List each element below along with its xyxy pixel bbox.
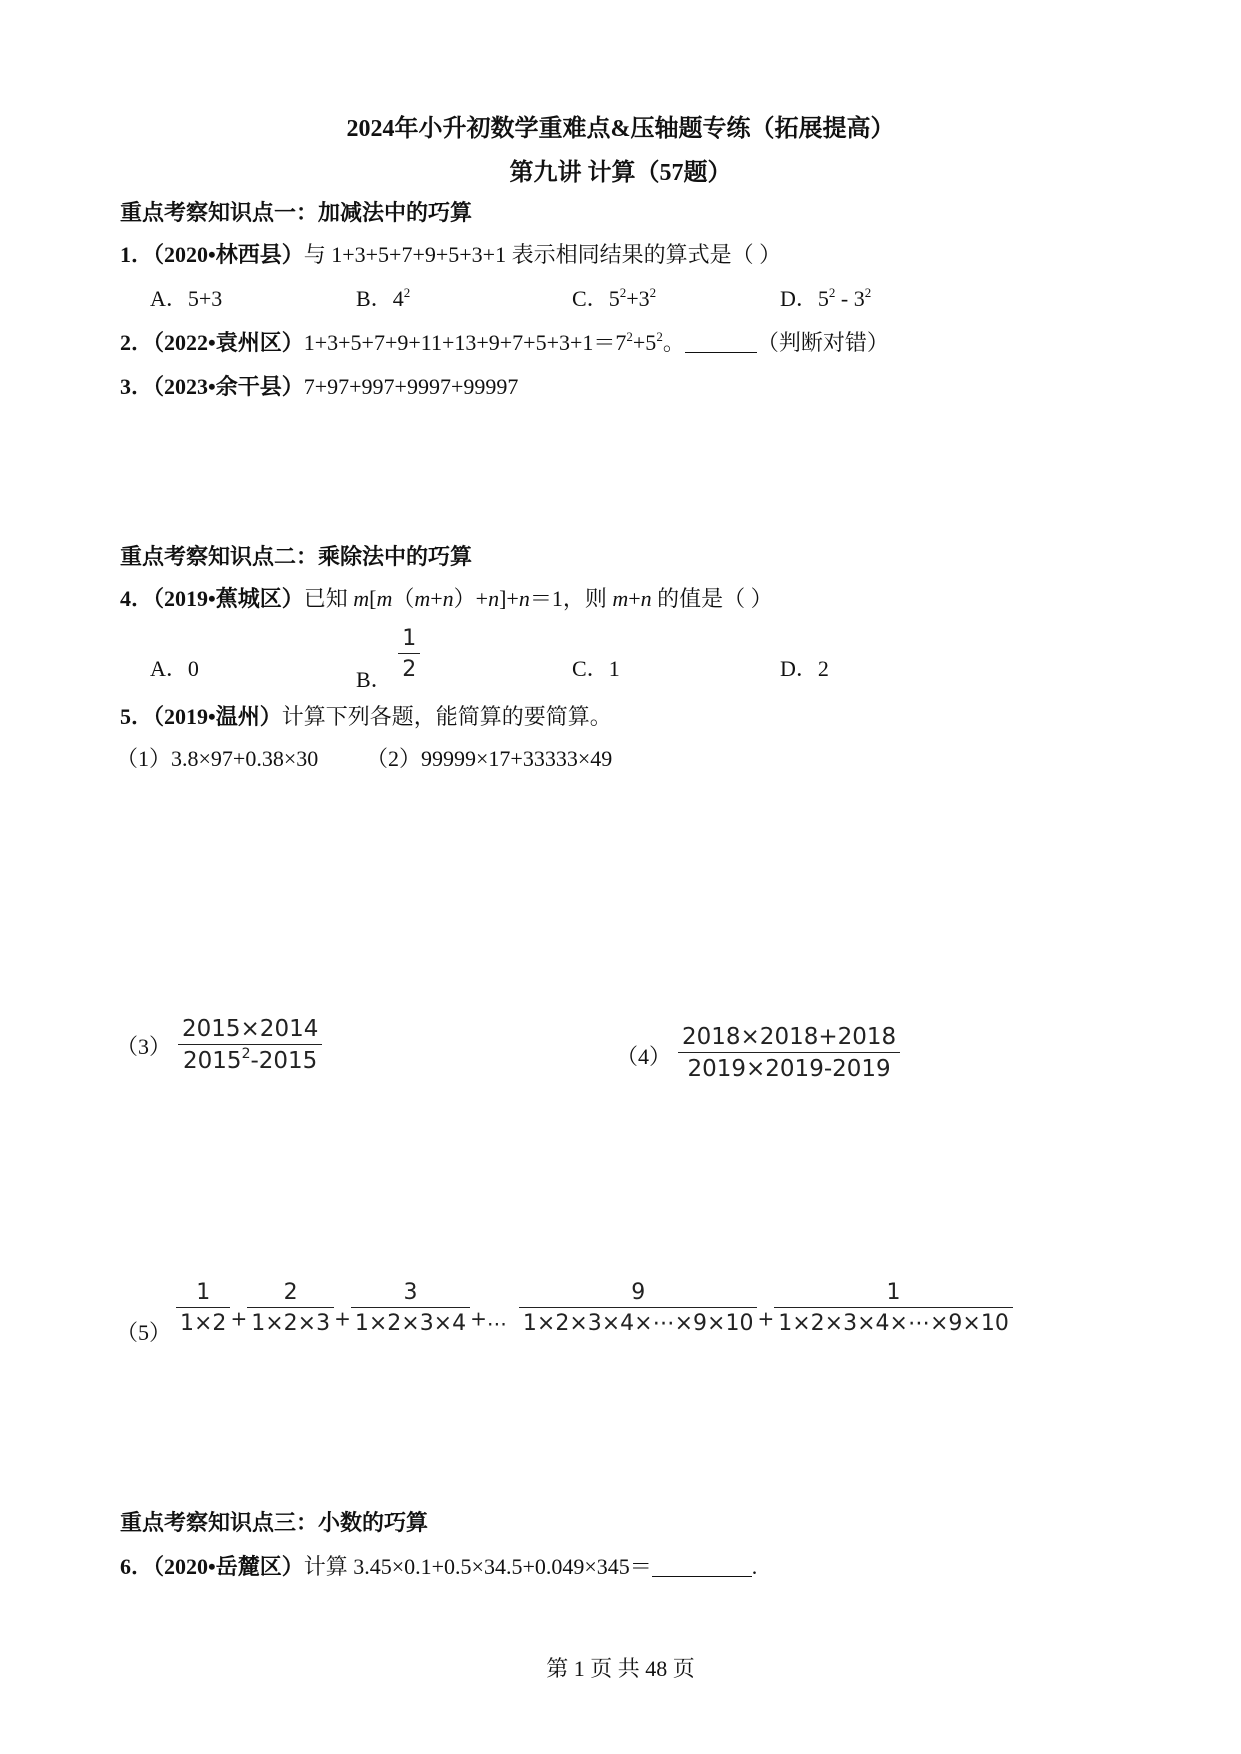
question-3: 3．（2023•余干县）7+97+997+9997+99997 [120,374,519,399]
fraction-4 [678,1024,900,1082]
sub-question-label: （3） [116,1034,172,1059]
question-source: （2022•袁州区） [153,330,304,355]
option-b: B．$4^2$ [356,285,411,311]
question-source: （2019•温州） [153,704,282,729]
answer-blank[interactable] [685,332,757,353]
series-term-3: $\frac{3}{1\times 2\times 3\times 4}$ [351,1280,470,1336]
fraction-denominator: 2015$^2$-2015 [183,1046,318,1074]
lecture-subtitle: 第九讲 计算（57题） [509,160,732,186]
document-title: 2024年小升初数学重难点&压轴题专练（拓展提高） [346,116,895,142]
answer-blank[interactable] [652,1556,752,1577]
option-d: D．2 [780,656,829,681]
question-number: 4． [120,586,154,611]
sub-question-label: （4） [616,1044,672,1069]
series-term-2: $\frac{2}{1\times 2\times 3}$ [247,1280,334,1336]
section-heading-3: 重点考察知识点三：小数的巧算 [120,1510,429,1535]
sub-question-label: （5） [116,1320,172,1345]
fraction-3 [178,1016,322,1074]
question-5: 5．（2019•温州）计算下列各题，能简算的要简算。 [120,704,612,729]
option-c: C．$5^2+3^2$ [572,285,657,311]
question-number: 2． [120,330,154,355]
series-term-last: $\frac{1}{1\times 2\times 3\times 4\times\cdots\times 9\times 10}$ [774,1280,1013,1336]
option-a: A．0 [150,656,199,681]
question-6: 6．（2020•岳麓区）计算 3.45×0.1+0.5×34.5+0.049×345＝ . [120,1554,758,1579]
option-c: C．1 [572,656,620,681]
question-number: 1． [120,242,154,267]
sub-question-3 [116,1020,171,1061]
sub-question-4 [616,1030,671,1071]
series-expression: $\frac{1}{1\times 2}$ + $\frac{2}{1\times 2\times 3}$ + $\frac{3}{1\times 2\times 3\times 4}$ +… $\frac{9}{1\times 2\times 3\times 4\times\cdots\times 9\times 10}$ + $\frac{1}{1\times 2\times 3\times 4\times\cdots\times 9\times 10}$ [176,1280,1013,1336]
question-source: （2019•蕉城区） [153,586,304,611]
question-1 [120,238,781,269]
section-heading-2: 重点考察知识点二：乘除法中的巧算 [120,544,473,569]
series-term-1: $\frac{1}{1\times 2}$ [176,1280,230,1336]
question-source: （2023•余干县） [153,374,304,399]
sub-question-5 [116,1306,171,1347]
option-d: D．$5^2 - 3^2$ [780,285,872,311]
section-heading-1: 重点考察知识点一：加减法中的巧算 [120,200,473,225]
option-b: B． $\frac{1}{2}$ [356,652,420,708]
option-a: A．5+3 [150,286,223,311]
fraction-one-half: $\frac{1}{2}$ [398,626,420,682]
question-source: （2020•岳麓区） [153,1554,304,1579]
question-text: 与 1+3+5+7+9+5+3+1 表示相同结果的算式是（ ） [303,242,782,267]
question-2: 2．（2022•袁州区）$1+3+5+7+9+11+13+9+7+5+3+1=7^2+5^2$。 （判断对错） [120,329,889,355]
fraction-numerator: 2018×2018+2018 [678,1024,900,1053]
sub-question-1: （1）3.8×97+0.38×30 [116,746,319,771]
sub-question-2: （2）99999×17+33333×49 [366,746,613,771]
question-number: 6． [120,1554,154,1579]
question-4: 4．（2019•蕉城区）已知 m[m（m+n）+n]+n＝1，则 m+n 的值是（ ） [120,586,773,611]
fraction-numerator: 2015×2014 [178,1016,322,1045]
page-footer: 第 1 页 共 48 页 [546,1656,695,1681]
series-term-9: $\frac{9}{1\times 2\times 3\times 4\times\cdots\times 9\times 10}$ [519,1280,758,1336]
question-number: 5． [120,704,154,729]
fraction-denominator: 2019×2019-2019 [687,1056,891,1082]
question-number: 3． [120,374,154,399]
question-source: （2020•林西县） [153,242,304,267]
